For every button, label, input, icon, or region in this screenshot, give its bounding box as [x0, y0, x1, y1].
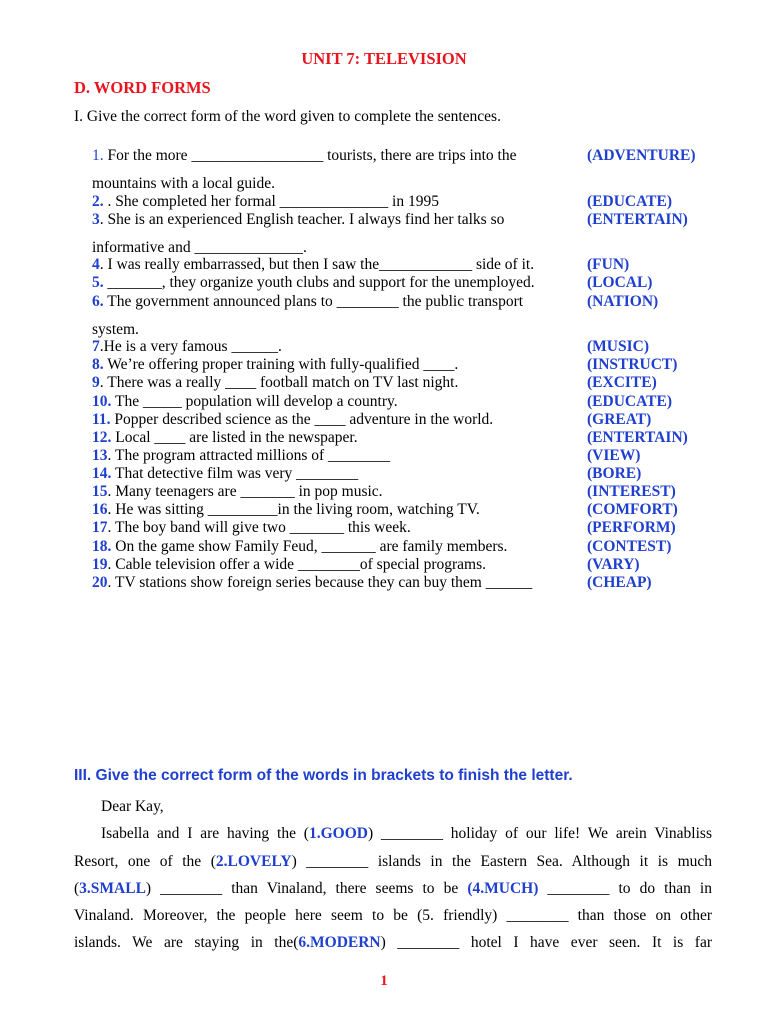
question-number: 12. — [92, 429, 112, 446]
word-cue: (GREAT) — [587, 411, 652, 428]
question-item — [92, 338, 282, 356]
word-cue: (BORE) — [587, 465, 642, 482]
word-cue: 6.MODERN — [298, 934, 381, 952]
question-text: . Cable television offer a wide ________of special programs. — [107, 556, 487, 573]
question-text: We’re offering proper training with fully-qualified ____. — [103, 356, 459, 373]
question-text: The government announced plans to ________ the public transport — [103, 293, 524, 310]
word-cue: (VARY) — [587, 556, 640, 573]
question-number: 10. — [92, 393, 112, 410]
word-cue: 3.SMALL — [79, 879, 146, 897]
letter-line-2: Resort, one of the (2.LOVELY) ________ islands in the Eastern Sea. Although it is much — [74, 852, 713, 870]
question-item — [92, 256, 534, 274]
letter-body — [74, 793, 712, 957]
question-number: 20 — [92, 574, 108, 591]
question-item — [92, 501, 480, 519]
question-continuation: system. — [92, 321, 139, 338]
question-item — [92, 411, 493, 429]
word-cue: (INTEREST) — [587, 483, 676, 500]
question-number: 13 — [92, 447, 108, 464]
question-text: The _____ population will develop a country. — [111, 393, 398, 410]
section-heading-word-forms: D. WORD FORMS — [74, 78, 211, 97]
question-text: .He is a very famous ______. — [99, 338, 282, 355]
word-cue: (PERFORM) — [587, 519, 676, 536]
word-cue: 2.LOVELY — [215, 852, 292, 870]
letter-line-3: (3.SMALL) ________ than Vinaland, there seems to be (4.MUCH) ________ to do than in — [74, 879, 712, 897]
question-text: . There was a really ____ football match on TV last night. — [99, 374, 459, 391]
question-text: . The boy band will give two _______ this week. — [107, 519, 411, 536]
question-number: 17 — [92, 519, 108, 536]
question-item — [92, 293, 523, 311]
question-item — [92, 447, 390, 465]
question-number: 7 — [92, 338, 100, 355]
word-cue: (ADVENTURE) — [587, 147, 696, 164]
question-text: . She completed her formal ______________ in 1995 — [103, 193, 439, 210]
section-heading-letter: III. Give the correct form of the words in brackets to finish the letter. — [74, 767, 573, 784]
question-item — [92, 538, 507, 556]
page-title: UNIT 7: TELEVISION — [301, 49, 467, 68]
question-number: 11. — [92, 411, 111, 428]
word-cue: (ENTERTAIN) — [587, 429, 688, 446]
question-number: 8. — [92, 356, 104, 373]
question-number: 9 — [92, 374, 100, 391]
question-item — [92, 519, 411, 537]
question-number: 4 — [92, 256, 100, 273]
question-number: 6. — [92, 293, 104, 310]
instruction-text: I. Give the correct form of the word given to complete the sentences. — [74, 108, 501, 125]
question-continuation: informative and ______________. — [92, 239, 307, 256]
question-number: 2. — [92, 193, 104, 210]
question-text: . The program attracted millions of ________ — [107, 447, 391, 464]
word-cue: 1.GOOD — [308, 825, 368, 843]
question-item — [92, 465, 358, 483]
letter-line-1: Isabella and I are having the (1.GOOD) ________ holiday of our life! We arein Vinabliss — [101, 825, 712, 843]
question-text: . I was really embarrassed, but then I saw the____________ side of it. — [99, 256, 535, 273]
letter-greeting: Dear Kay, — [101, 798, 164, 815]
question-item — [92, 147, 516, 165]
question-number: 3 — [92, 211, 100, 228]
letter-line-4: Vinaland. Moreover, the people here seem to be (5. friendly) ________ than those on other — [74, 907, 712, 925]
word-cue: (ENTERTAIN) — [587, 211, 688, 228]
letter-line-5: islands. We are staying in the(6.MODERN) ________ hotel I have ever seen. It is far — [74, 934, 712, 952]
word-cue: (EDUCATE) — [587, 393, 672, 410]
word-cue: (LOCAL) — [587, 274, 653, 291]
question-number: 16 — [92, 501, 108, 518]
question-text: Popper described science as the ____ adventure in the world. — [110, 411, 494, 428]
question-text: Local ____ are listed in the newspaper. — [111, 429, 358, 446]
question-item — [92, 356, 458, 374]
word-cue: (NATION) — [587, 293, 659, 310]
word-cue: (MUSIC) — [587, 338, 650, 355]
word-cue: (FUN) — [587, 256, 630, 273]
word-cue: (4.MUCH) — [467, 879, 539, 897]
question-item — [92, 393, 398, 411]
question-number: 18. — [92, 538, 112, 555]
question-number: 19 — [92, 556, 108, 573]
question-item — [92, 574, 532, 592]
word-cue: (VIEW) — [587, 447, 641, 464]
question-item — [92, 274, 535, 292]
word-cue: (CONTEST) — [587, 538, 672, 555]
word-cue: (CHEAP) — [587, 574, 652, 591]
word-cue: (COMFORT) — [587, 501, 678, 518]
page-number: 1 — [380, 973, 388, 989]
question-number: 14. — [92, 465, 112, 482]
question-text: On the game show Family Feud, _______ are family members. — [111, 538, 508, 555]
question-item — [92, 483, 383, 501]
question-number: 1. — [92, 147, 104, 164]
question-text: _______, they organize youth clubs and support for the unemployed. — [103, 274, 535, 291]
question-text: For the more _________________ tourists, there are trips into the — [103, 147, 517, 164]
question-item — [92, 374, 458, 392]
question-text: . She is an experienced English teacher. I always find her talks so — [99, 211, 505, 228]
question-item — [92, 193, 439, 211]
question-number: 15 — [92, 483, 108, 500]
question-text: . TV stations show foreign series because they can buy them ______ — [107, 574, 533, 591]
word-cue: (EXCITE) — [587, 374, 657, 391]
question-text: . Many teenagers are _______ in pop music. — [107, 483, 383, 500]
question-text: . He was sitting _________in the living room, watching TV. — [107, 501, 480, 518]
question-item — [92, 556, 486, 574]
question-number: 5. — [92, 274, 104, 291]
question-item — [92, 429, 358, 447]
word-cue: (EDUCATE) — [587, 193, 672, 210]
question-item — [92, 211, 504, 229]
word-cue: (INSTRUCT) — [587, 356, 678, 373]
question-continuation: mountains with a local guide. — [92, 175, 275, 192]
question-text: That detective film was very ________ — [111, 465, 359, 482]
